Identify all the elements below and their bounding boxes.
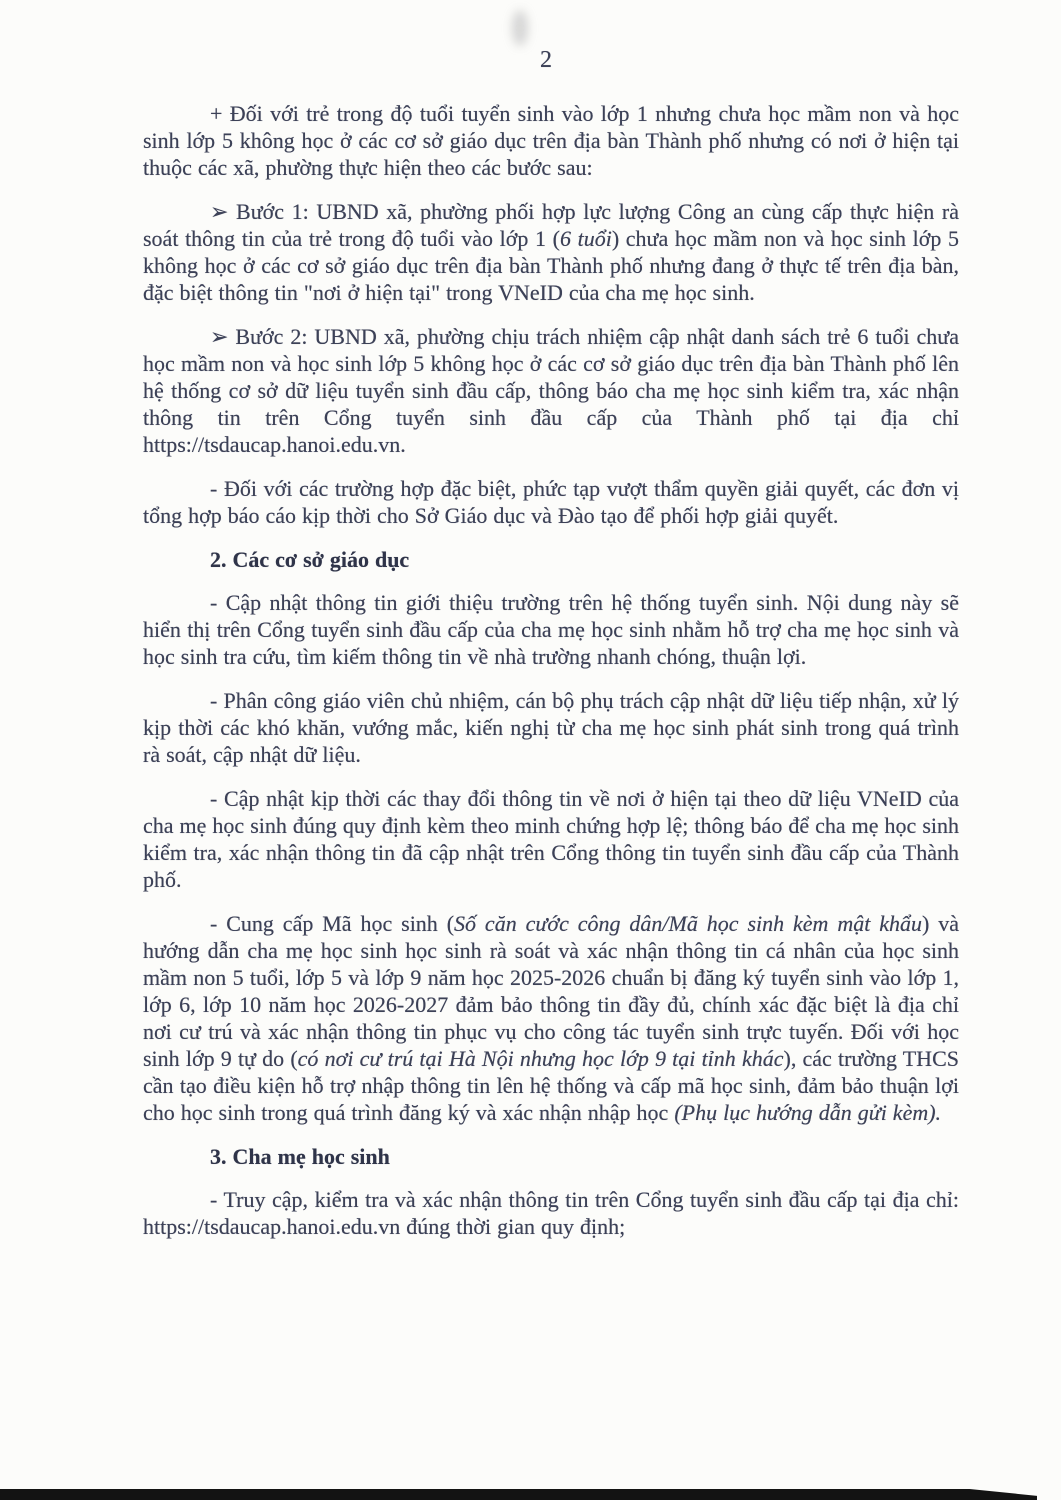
text-run: ) và hướng dẫn cha mẹ học sinh học sinh rà soát và xác nhận thông tin cá nhân của học sinh mầm non 5 tuổi, lớp 5 và lớp 9 năm học 2025-2026 chuẩn bị đăng ký tuyển sinh vào lớp 1, lớp 6, lớp 10 năm học 2026-2027 đảm bảo thông tin đầy đủ, chính xác đặc biệt là địa chỉ nơi cư trú và xác nhận thông tin phục vụ cho công tác tuyển sinh trực tuyến. Đối với học sinh lớp 9 tự do ( [143, 911, 960, 1071]
para-step-1 [143, 198, 959, 306]
text-run: + Đối với trẻ trong độ tuổi tuyển sinh vào lớp 1 nhưng chưa học mầm non và học sinh lớp 5 không học ở các cơ sở giáo dục trên địa bàn Thành phố nhưng có nơi ở hiện tại thuộc các xã, phường thực hiện theo các bước sau: [143, 101, 959, 180]
text-run: - Phân công giáo viên chủ nhiệm, cán bộ phụ trách cập nhật dữ liệu tiếp nhận, xử lý kịp thời các khó khăn, vướng mắc, kiến nghị từ cha mẹ học sinh phát sinh trong quá trình rà soát, cập nhật dữ liệu. [143, 688, 959, 767]
para-intro-grade1 [143, 100, 959, 181]
text-run: ➢ Bước 1: UBND xã, phường phối hợp lực lượng Công an cùng cấp thực hiện rà soát thông tin của trẻ trong độ tuổi vào lớp 1 ( [143, 199, 959, 251]
text-run: - Truy cập, kiểm tra và xác nhận thông tin trên Cổng tuyển sinh đầu cấp tại địa chỉ: https://tsdaucap.hanoi.edu.vn đúng thời gian quy định; [143, 1187, 959, 1239]
scan-bottom-bar-artifact [0, 1489, 1037, 1500]
text-run: - Cập nhật thông tin giới thiệu trường trên hệ thống tuyển sinh. Nội dung này sẽ hiển thị trên Cổng tuyển sinh đầu cấp của cha mẹ học sinh nhằm hỗ trợ cha mẹ học sinh và học sinh tra cứu, tìm kiếm thông tin về nhà trường nhanh chóng, thuận lợi. [143, 590, 959, 669]
document-body [143, 100, 959, 1257]
text-run: - Đối với các trường hợp đặc biệt, phức tạp vượt thẩm quyền giải quyết, các đơn vị tổng hợp báo cáo kịp thời cho Sở Giáo dục và Đào tạo để phối hợp giải quyết. [143, 476, 959, 528]
heading-text: 3. Cha mẹ học sinh [210, 1144, 390, 1169]
para-student-id [143, 910, 959, 1126]
para-assign-staff [143, 687, 959, 768]
section-heading-3 [143, 1143, 959, 1170]
para-update-residence [143, 785, 959, 893]
text-run-italic: 6 tuổi [559, 226, 612, 251]
para-school-info [143, 589, 959, 670]
heading-text: 2. Các cơ sở giáo dục [210, 547, 410, 572]
page-number: 2 [540, 47, 552, 73]
text-run: ), các trường THCS cần tạo điều kiện hỗ trợ nhập thông tin lên hệ thống và cấp mã học sinh, đảm bảo thuận lợi cho học sinh trong quá trình đăng ký và xác nhận nhập học [143, 1046, 959, 1125]
para-step-2 [143, 323, 959, 458]
text-run: - Cung cấp Mã học sinh ( [210, 911, 455, 936]
para-parents-access [143, 1186, 959, 1240]
text-run: ➢ Bước 2: UBND xã, phường chịu trách nhiệm cập nhật danh sách trẻ 6 tuổi chưa học mầm non và học sinh lớp 5 không học ở các cơ sở giáo dục trên địa bàn Thành phố lên hệ thống cơ sở dữ liệu tuyển sinh đầu cấp, thông báo cha mẹ học sinh kiểm tra, xác nhận thông tin trên Cổng tuyển sinh đầu cấp của Thành phố tại địa chỉ https://tsdaucap.hanoi.edu.vn. [143, 324, 959, 457]
text-run-italic: Số căn cước công dân/Mã học sinh kèm mật khẩu [454, 911, 923, 936]
section-heading-2 [143, 546, 959, 573]
text-run-italic: có nơi cư trú tại Hà Nội nhưng học lớp 9 tại tỉnh khác [297, 1046, 784, 1071]
text-run-italic: (Phụ lục hướng dẫn gửi kèm). [674, 1100, 942, 1125]
scan-smudge-artifact [512, 10, 528, 46]
para-special-cases [143, 475, 959, 529]
text-run: - Cập nhật kịp thời các thay đổi thông tin về nơi ở hiện tại theo dữ liệu VNeID của cha mẹ học sinh đúng quy định kèm theo minh chứng hợp lệ; thông báo để cha mẹ học sinh kiểm tra, xác nhận thông tin đã cập nhật trên Cổng thông tin tuyển sinh đầu cấp của Thành phố. [143, 786, 959, 892]
text-run: ) chưa học mầm non và học sinh lớp 5 không học ở các cơ sở giáo dục trên địa bàn Thành phố nhưng đang ở thực tế trên địa bàn, đặc biệt thông tin "nơi ở hiện tại" trong VNeID của cha mẹ học sinh. [143, 226, 959, 305]
